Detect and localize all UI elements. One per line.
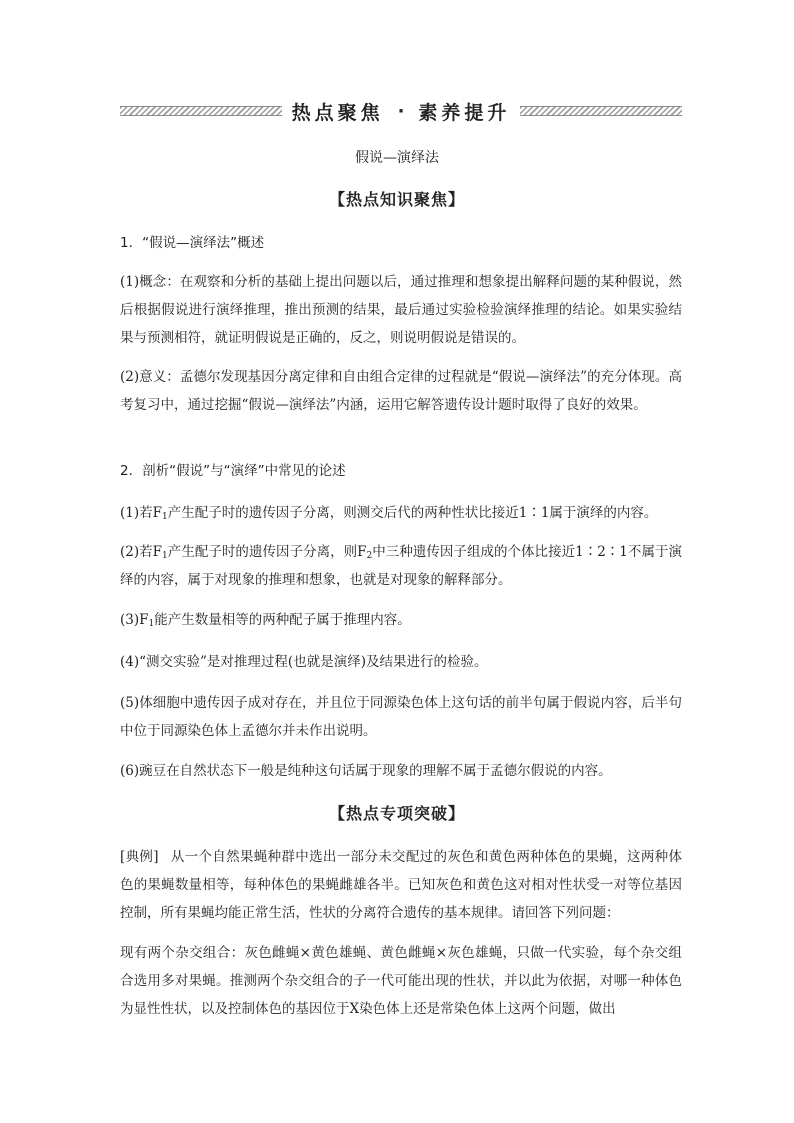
page-subtitle: 假说—演绎法 (355, 150, 439, 166)
banner-title-left: 热点聚焦 (291, 101, 384, 124)
knowledge-heading: 【热点知识聚焦】 (328, 190, 465, 209)
example-question-paragraph: 现有两个杂交组合：灰色雌蝇×黄色雄蝇、黄色雌蝇×灰色雄蝇，只做一代实验，每个杂交组合选用多对果蝇。推测两个杂交组合的子一代可能出现的性状，并以此为依据，对哪一种体色为显性性状，以及控制体色的基因位于X染色体上还是常染色体上这两个问题，做出 (120, 945, 682, 1017)
part2-heading: 2．剖析“假说”与“演绎”中常见的论述 (120, 463, 346, 479)
item-3: $(3)F_1$能产生数量相等的两种配子属于推理内容。 (120, 612, 411, 629)
banner-dot: · (397, 100, 405, 122)
concept-paragraph: (1)概念：在观察和分析的基础上提出问题以后，通过推理和想象提出解释问题的某种假说，然后根据假说进行演绎推理，推出预测的结果，最后通过实验检验演绎推理的结论。如果实验结果与预测相符，就证明假说是正确的，反之，则说明假说是错误的。 (120, 274, 682, 346)
item-1: (1)若$F_1$产生配子时的遗传因子分离，则测交后代的两种性状比接近1∶1属于演绎的内容。 (120, 505, 658, 522)
example-paragraph: [典例] 从一个自然果蝇种群中选出一部分未交配过的灰色和黄色两种体色的果蝇，这两种体色的果蝇数量相等，每种体色的果蝇雌雄各半。已知灰色和黄色这对相对性状受一对等位基因控制，所有果蝇均能正常生活，性状的分离符合遗传的基本规律。请回答下列问题： (120, 849, 682, 921)
banner-left-stripe (120, 106, 282, 116)
banner-title-right: 素养提升 (418, 101, 511, 124)
item-5: (5)体细胞中遗传因子成对存在，并且位于同源染色体上这句话的前半句属于假说内容，后半句中位于同源染色体上孟德尔并未作出说明。 (120, 695, 682, 739)
item-6: (6)豌豆在自然状态下一般是纯种这句话属于现象的理解不属于孟德尔假说的内容。 (120, 763, 612, 779)
section-banner (120, 97, 682, 125)
part1-heading: 1．“假说—演绎法”概述 (120, 235, 265, 251)
breakthrough-heading: 【热点专项突破】 (328, 804, 465, 823)
example-label: [典例] (120, 849, 159, 865)
banner-right-stripe (520, 106, 682, 116)
item-2: (2)若$F_1$产生配子时的遗传因子分离，则$F_2$中三种遗传因子组成的个体比接近1∶2∶1不属于演绎的内容，属于对现象的推理和想象，也就是对现象的解释部分。 (120, 544, 682, 588)
item-4: (4)“测交实验”是对推理过程(也就是演绎)及结果进行的检验。 (120, 654, 488, 670)
significance-paragraph: (2)意义：孟德尔发现基因分离定律和自由组合定律的过程就是“假说—演绎法”的充分体现。高考复习中，通过挖掘“假说—演绎法”内涵，运用它解答遗传设计题时取得了良好的效果。 (120, 369, 682, 413)
